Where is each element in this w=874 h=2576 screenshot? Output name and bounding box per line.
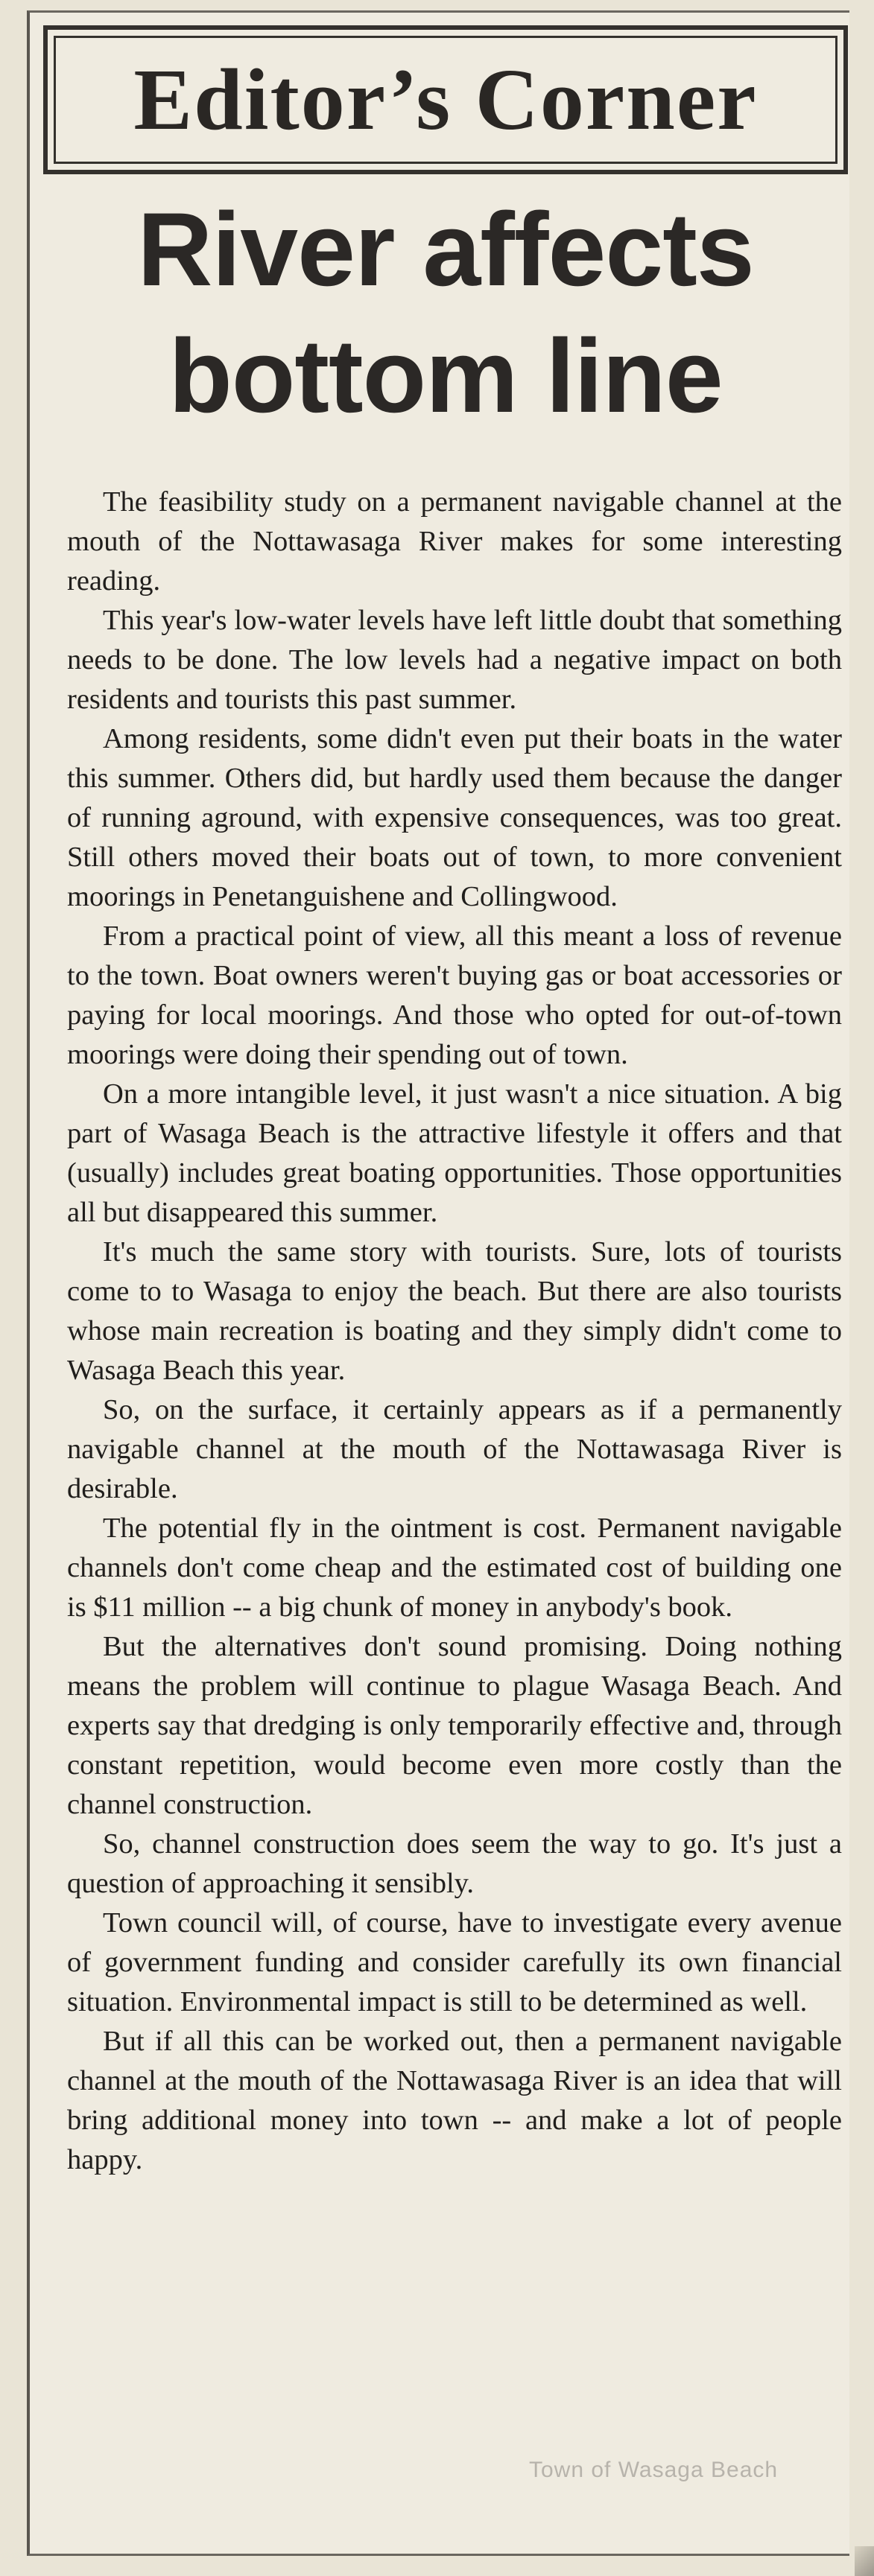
paragraph-3: Among residents, some didn't even put their boats in the water this summer. Others did, but hardly used them because the danger of running aground, with expensive consequences, was too great. Still others moved their boats out of town, to more convenient moorings in Penetanguishene and Collingwood. <box>67 723 842 912</box>
paragraph-12: But if all this can be worked out, then a permanent navigable channel at the mouth of the Nottawasaga River is an idea that will bring additional money into town -- and make a lot of people happy. <box>67 2026 842 2175</box>
paragraph-2: This year's low-water levels have left little doubt that something needs to be done. The low levels had a negative impact on both residents and tourists this past summer. <box>67 605 842 715</box>
archive-watermark: Town of Wasaga Beach <box>529 2458 779 2482</box>
page-corner-shadow <box>855 2546 874 2576</box>
masthead-box <box>43 25 848 174</box>
paragraph-1: The feasibility study on a permanent navigable channel at the mouth of the Nottawasaga River makes for some interesting reading. <box>67 486 842 597</box>
paragraph-4: From a practical point of view, all this meant a loss of revenue to the town. Boat owners weren't buying gas or boat accessories or paying for local moorings. And those who opted for out-of-town moorings were doing their spending out of town. <box>67 920 842 1070</box>
headline <box>43 186 848 439</box>
masthead-inner-border <box>54 36 837 164</box>
paragraph-5: On a more intangible level, it just wasn't a nice situation. A big part of Wasaga Beach is the attractive lifestyle it offers and that (usually) includes great boating opportunities. Those opportunities all but disappeared this summer. <box>67 1078 842 1228</box>
masthead-title: Editor’s Corner <box>133 51 758 148</box>
paragraph-9: But the alternatives don't sound promising. Doing nothing means the problem will continue to plague Wasaga Beach. And experts say that dredging is only temporarily effective and, through constant repetition, would become even more costly than the channel construction. <box>67 1631 842 1820</box>
paragraph-10: So, channel construction does seem the way to go. It's just a question of approaching it sensibly. <box>67 1828 842 1899</box>
headline-line-1: River affects <box>137 191 754 308</box>
paragraph-11: Town council will, of course, have to investigate every avenue of government funding and consider carefully its own financial situation. Environmental impact is still to be determined as well. <box>67 1907 842 2017</box>
paragraph-7: So, on the surface, it certainly appears as if a permanently navigable channel at the mouth of the Nottawasaga River is desirable. <box>67 1394 842 1504</box>
paragraph-6: It's much the same story with tourists. Sure, lots of tourists come to to Wasaga to enjoy the beach. But there are also tourists whose main recreation is boating and they simply didn't come to Wasaga Beach this year. <box>67 1236 842 1386</box>
article-body <box>67 483 842 2180</box>
headline-line-2: bottom line <box>168 317 723 434</box>
paragraph-8: The potential fly in the ointment is cost. Permanent navigable channels don't come cheap and the estimated cost of building one is $11 million -- a big chunk of money in anybody's book. <box>67 1513 842 1623</box>
